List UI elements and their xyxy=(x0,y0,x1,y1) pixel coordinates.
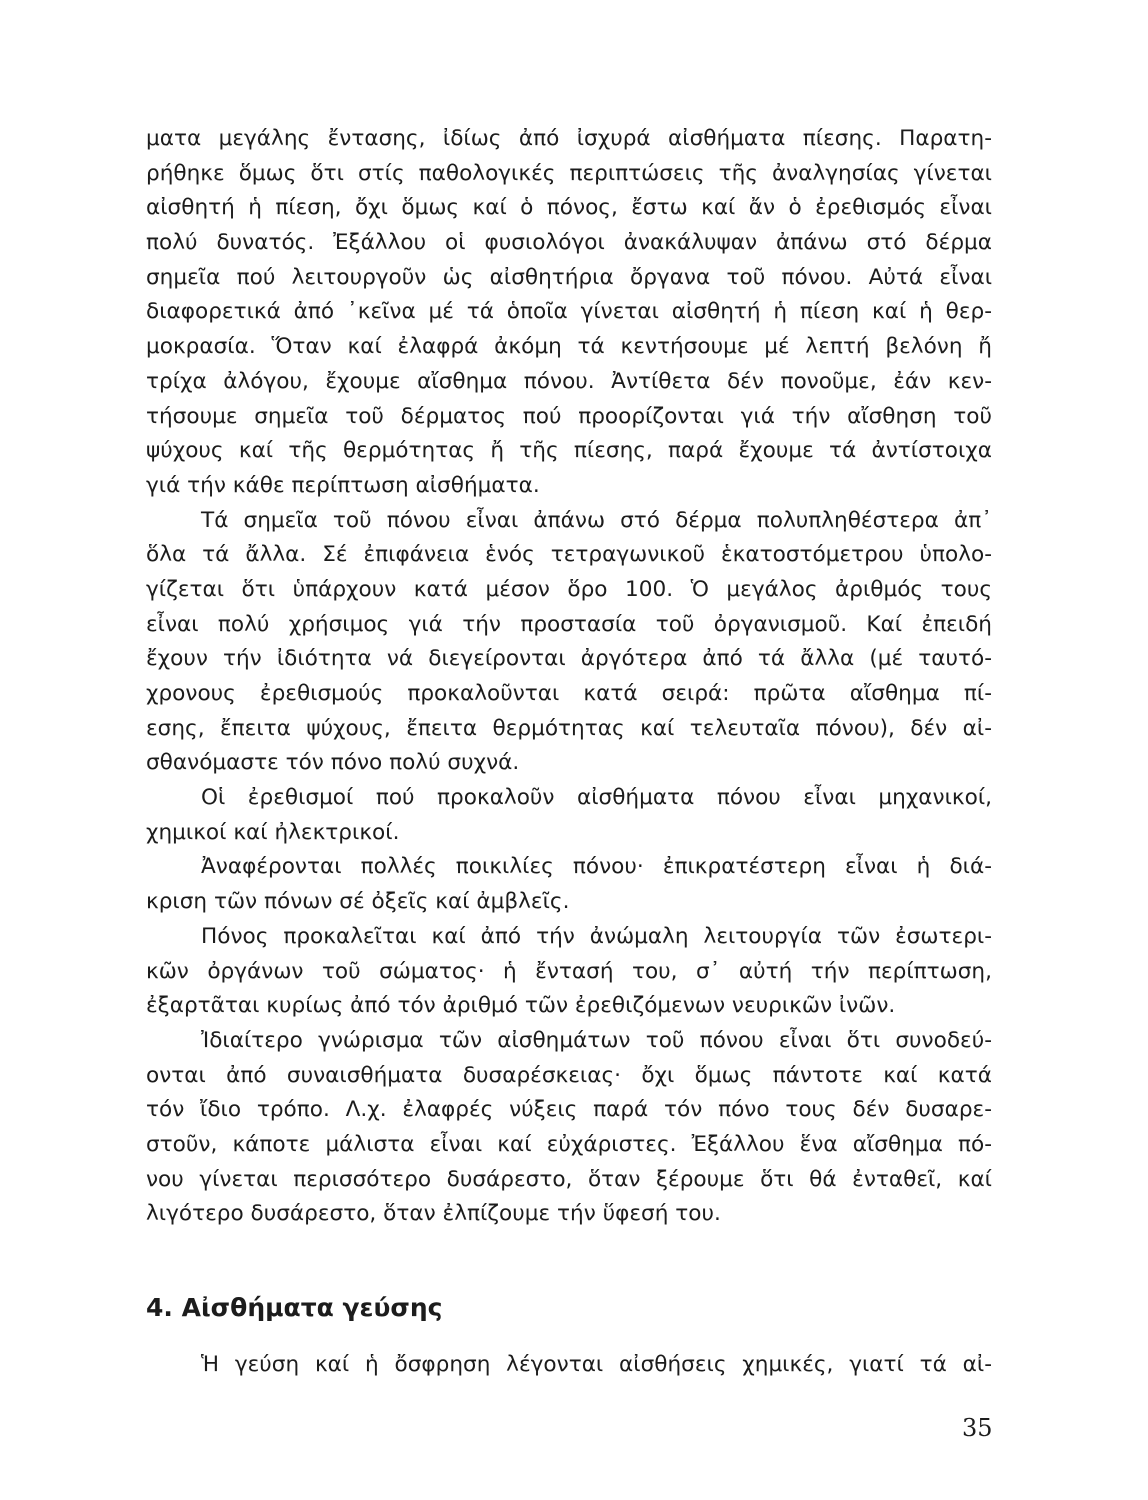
text-line: γιά τήν κάθε περίπτωση αἰσθήματα. xyxy=(146,472,540,498)
paragraph-3 xyxy=(146,781,992,850)
text-line: διαφορετικά ἀπό ᾿κεῖνα μέ τά ὁποῖα γίνεται αἰσθητή ἡ πίεση καί ἡ θερ- xyxy=(146,299,992,325)
text-line: τόν ἴδιο τρόπο. Λ.χ. ἐλαφρές νύξεις παρά τόν πόνο τους δέν δυσαρε- xyxy=(146,1097,992,1123)
text-line: ψύχους καί τῆς θερμότητας ἤ τῆς πίεσης, παρά ἔχουμε τά ἀντίστοιχα xyxy=(146,438,992,464)
page-number: 35 xyxy=(962,1414,993,1442)
text-line: αἰσθητή ἡ πίεση, ὄχι ὅμως καί ὁ πόνος, ἔστω καί ἄν ὁ ἐρεθισμός εἶναι xyxy=(146,195,992,221)
text-line: χημικοί καί ἠλεκτρικοί. xyxy=(146,819,400,845)
text-line: εἶναι πολύ χρήσιμος γιά τήν προστασία τοῦ ὀργανισμοῦ. Καί ἐπειδή xyxy=(146,611,992,637)
text-line: ονται ἀπό συναισθήματα δυσαρέσκειας· ὄχι ὅμως πάντοτε καί κατά xyxy=(146,1062,992,1088)
text-line: μοκρασία. Ὅταν καί ἐλαφρά ἀκόμη τά κεντήσουμε μέ λεπτή βελόνη ἤ xyxy=(146,334,992,360)
text-line: γίζεται ὅτι ὑπάρχουν κατά μέσον ὅρο 100. Ὁ μεγάλος ἀριθμός τους xyxy=(146,576,992,602)
text-line: χρονους ἐρεθισμούς προκαλοῦνται κατά σειρά: πρῶτα αἴσθημα πί- xyxy=(146,681,992,706)
text-line: κριση τῶν πόνων σέ ὀξεῖς καί ἀμβλεῖς. xyxy=(146,889,570,915)
paragraph-4 xyxy=(146,850,992,919)
paragraph-1 xyxy=(146,122,992,504)
text-line: νου γίνεται περισσότερο δυσάρεστο, ὅταν ξέρουμε ὅτι θά ἐνταθεῖ, καί xyxy=(146,1166,992,1192)
text-line: Ἡ γεύση καί ἡ ὄσφρηση λέγονται αἰσθήσεις χημικές, γιατί τά αἰ- xyxy=(201,1352,992,1377)
section-paragraph xyxy=(146,1348,992,1383)
text-line: τήσουμε σημεῖα τοῦ δέρματος πού προορίζονται γιά τήν αἴσθηση τοῦ xyxy=(146,403,992,429)
text-line: ρήθηκε ὅμως ὅτι στίς παθολογικές περιπτώσεις τῆς ἀναλγησίας γίνεται xyxy=(146,160,992,186)
text-line: στοῦν, κάποτε μάλιστα εἶναι καί εὐχάριστες. Ἐξάλλου ἕνα αἴσθημα πό- xyxy=(146,1131,992,1157)
text-line: πολύ δυνατός. Ἐξάλλου οἱ φυσιολόγοι ἀνακάλυψαν ἀπάνω στό δέρμα xyxy=(146,230,992,256)
text-line: Οἱ ἐρεθισμοί πού προκαλοῦν αἰσθήματα πόνου εἶναι μηχανικοί, xyxy=(201,785,992,811)
text-line: σημεῖα πού λειτουργοῦν ὡς αἰσθητήρια ὄργανα τοῦ πόνου. Αὐτά εἶναι xyxy=(146,264,992,290)
text-line: τρίχα ἀλόγου, ἔχουμε αἴσθημα πόνου. Ἀντίθετα δέν πονοῦμε, ἐάν κεν- xyxy=(146,368,992,394)
text-line: εσης, ἔπειτα ψύχους, ἔπειτα θερμότητας καί τελευταῖα πόνου), δέν αἰ- xyxy=(146,715,992,741)
text-line: ματα μεγάλης ἔντασης, ἰδίως ἀπό ἰσχυρά αἰσθήματα πίεσης. Παρατη- xyxy=(146,126,992,151)
body-text xyxy=(146,122,992,1232)
text-line: ἔχουν τήν ἰδιότητα νά διεγείρονται ἀργότερα ἀπό τά ἄλλα (μέ ταυτό- xyxy=(146,646,992,672)
paragraph-2 xyxy=(146,504,992,782)
paragraph-6 xyxy=(146,1024,992,1232)
text-line: λιγότερο δυσάρεστο, ὅταν ἐλπίζουμε τήν ὕφεσή του. xyxy=(146,1201,721,1227)
text-line: Ἀναφέρονται πολλές ποικιλίες πόνου· ἐπικρατέστερη εἶναι ἡ διά- xyxy=(201,854,992,880)
text-line: σθανόμαστε τόν πόνο πολύ συχνά. xyxy=(146,750,520,776)
text-line: ὅλα τά ἄλλα. Σέ ἐπιφάνεια ἑνός τετραγωνικοῦ ἑκατοστόμετρου ὑπολο- xyxy=(146,542,992,568)
paragraph-5 xyxy=(146,920,992,1024)
text-line: κῶν ὀργάνων τοῦ σώματος· ἡ ἔντασή του, σ᾿ αὐτή τήν περίπτωση, xyxy=(146,958,992,984)
section-heading: 4. Αἰσθήματα γεύσης xyxy=(146,1293,443,1322)
text-line: ἐξαρτᾶται κυρίως ἀπό τόν ἀριθμό τῶν ἐρεθιζόμενων νευρικῶν ἰνῶν. xyxy=(146,993,896,1019)
text-line: Τά σημεῖα τοῦ πόνου εἶναι ἀπάνω στό δέρμα πολυπληθέστερα ἀπ᾿ xyxy=(201,507,992,533)
text-line: Ἰδιαίτερο γνώρισμα τῶν αἰσθημάτων τοῦ πόνου εἶναι ὅτι συνοδεύ- xyxy=(201,1027,992,1053)
text-line: Πόνος προκαλεῖται καί ἀπό τήν ἀνώμαλη λειτουργία τῶν ἐσωτερι- xyxy=(201,923,992,949)
